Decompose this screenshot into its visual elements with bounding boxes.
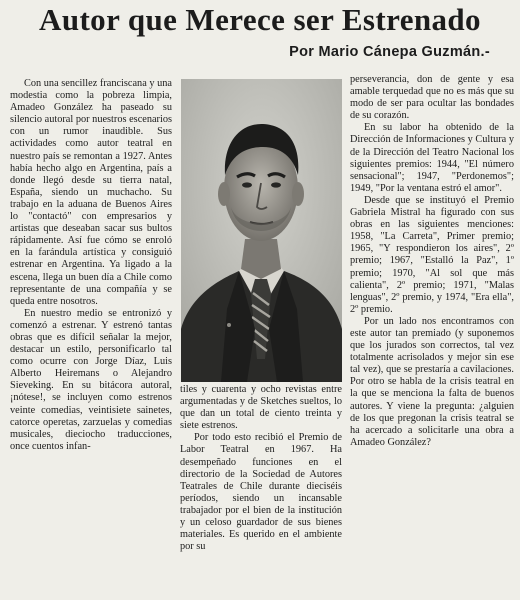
article-headline: Autor que Merece ser Estrenado xyxy=(39,2,481,37)
column3-paragraph-2: En su labor ha obtenido de la Dirección de Informaciones y Cultura y de la Dirección del Teatro Nacional los siguientes premios: 1944, "El número sensacional"; 1947, "Perdonemos"; 1949, "Por la ventana estró el amor". xyxy=(350,122,514,194)
article-byline: Por Mario Cánepa Guzmán.- xyxy=(289,44,490,60)
author-portrait-photo xyxy=(181,79,342,382)
column2-paragraph-2: Por todo esto recibió el Premio de Labor Teatral en 1967. Ha desempeñado funciones en el directorio de la Sociedad de Autores Teatrales de Chile durante dieciséis períodos, siendo un incansable trabajador por el bien de la institución y un celoso guardador de sus bienes materiales. Es querido en el ambiente por su xyxy=(180,432,342,553)
column2-paragraph-1: tiles y cuarenta y ocho revistas entre argumentadas y de Sketches sueltos, lo que dan un total de ciento treinta y siete estrenos. xyxy=(180,384,342,432)
column1-paragraph-2: En nuestro medio se entronizó y comenzó a estrenar. Y estrenó tantas obras que es difícil señalar la mejor, destacar un estilo, personificarlo tal como ocurre con Jorge Díaz, Luis Alberto Heiremans o Alejandro Sieveking. En su bitácora autoral, ¡nótese!, se incluyen como estrenos veinte comedias, veintisiete sainetes, catorce operetas, zarzuelas y comedias musicales, dieciocho traducciones, once cuentos infan- xyxy=(10,307,172,452)
article-column-2 xyxy=(180,384,342,598)
column3-paragraph-4: Por un lado nos encontramos con este autor tan premiado (y suponemos que los jurados son correctos, tal vez totalmente acrisolados y mejor sin ese tal vez), que se prestaría a cavilaciones. Por otro se habla de la crisis teatral en la que se menciona la falta de buenos autores. Y viene la pregunta: ¿alguien de los que pregonan la crisis teatral se ha acercado a solicitarle una obra a Amadeo González? xyxy=(350,315,514,448)
portrait-illustration xyxy=(181,79,342,382)
article-column-3 xyxy=(350,74,514,598)
column3-paragraph-3: Desde que se instituyó el Premio Gabriela Mistral ha figurado con sus obras en las siguientes menciones: 1958, "La Carreta", Primer premio; 1965, "Y respondieron los aires", 2º premio; 1967, "Estalló la Paz", 1º premio; 1970, "Al sol que más calienta", 2º premio; 1971, "Malas lenguas", 2º premio, y 1974, "Era ella", 2º premio. xyxy=(350,194,514,315)
column1-paragraph-1: Con una sencillez franciscana y una modestia como la pobreza limpia, Amadeo González ha paseado su silencio autoral por nuestros escenarios con un rumor inaudible. Sus actividades como autor teatral en nuestro país se remontan a 1927. Antes había hecho algo en Argentina, país a donde llegó desde su tierra natal, España, siendo un muchacho. Su trabajo en la aduana de Buenos Aires lo "contactó" con empresarios y artistas que deseaban sacar sus bultos rápidamente. Así fue cómo se enroló en la farándula artística y consiguió estrenar en Argentina. Ya ligado a la escena, llega un buen día a Chile como representante de una compañía y se queda entre nosotros. xyxy=(10,78,172,307)
article-column-1 xyxy=(10,78,172,598)
column3-paragraph-1: perseverancia, don de gente y esa amable terquedad que no es más que su modo de ser para ocultar las bondades de su corazón. xyxy=(350,74,514,122)
